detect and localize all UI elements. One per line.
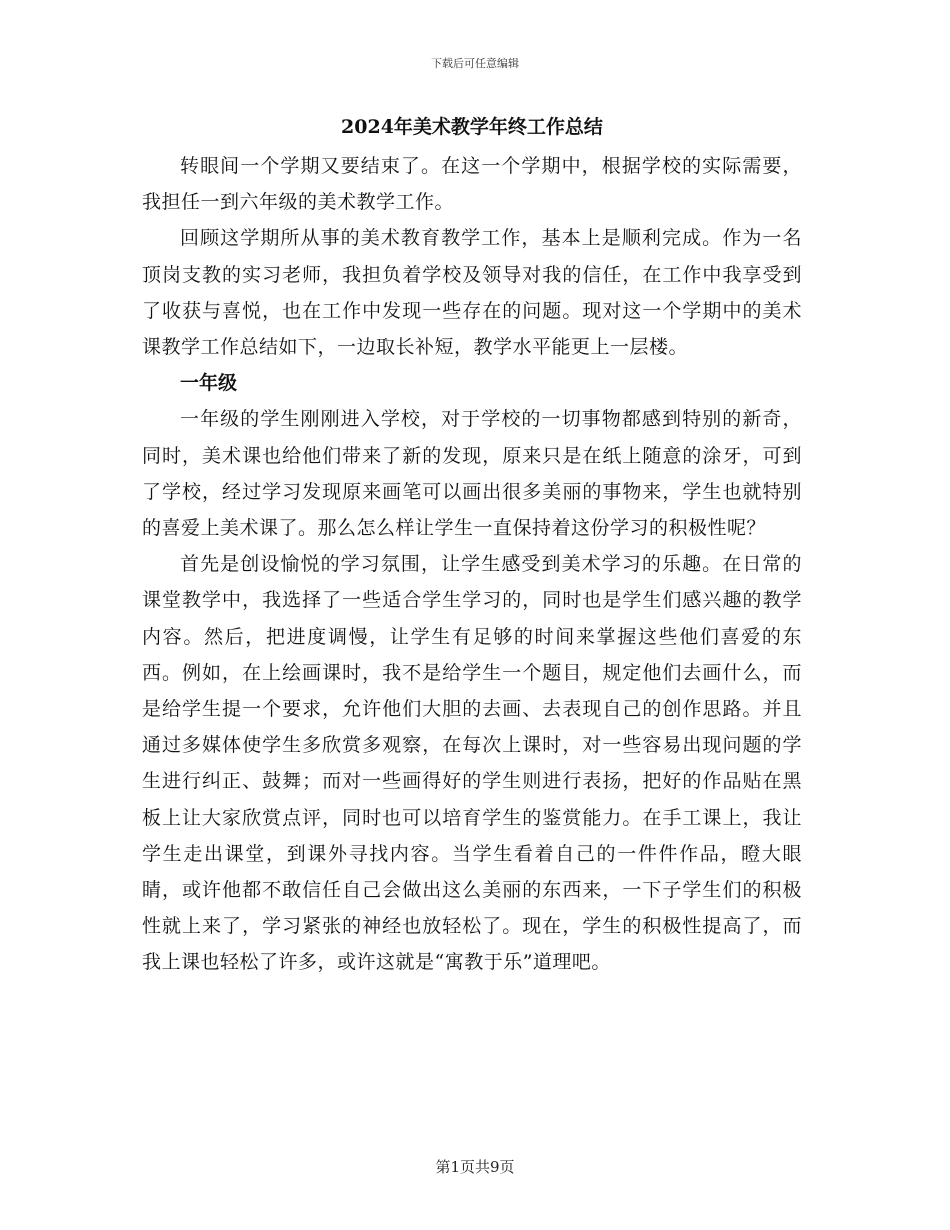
document-title: 2024年美术教学年终工作总结 bbox=[341, 116, 603, 138]
review-paragraph: 回顾这学期所从事的美术教育教学工作，基本上是顺利完成。作为一名顶岗支教的实习老师，我担负着学校及领导对我的信任，在工作中我享受到了收获与喜悦，也在工作中发现一些存在的问题。现对这一个学期中的美术课教学工作总结如下，一边取长补短，教学水平能更上一层楼。 bbox=[142, 227, 802, 359]
grade-one-paragraph: 一年级的学生刚刚进入学校，对于学校的一切事物都感到特别的新奇，同时，美术课也给他们带来了新的发现，原来只是在纸上随意的涂牙，可到了学校，经过学习发现原来画笔可以画出很多美丽的事物来，学生也就特别的喜爱上美术课了。那么怎么样让学生一直保持着这份学习的积极性呢？ bbox=[142, 408, 802, 540]
document-body bbox=[142, 108, 802, 981]
teaching-method-paragraph: 首先是创设愉悦的学习氛围，让学生感受到美术学习的乐趣。在日常的课堂教学中，我选择了一些适合学生学习的，同时也是学生们感兴趣的教学内容。然后，把进度调慢，让学生有足够的时间来掌握这些他们喜爱的东西。例如，在上绘画课时，我不是给学生一个题目，规定他们去画什么，而是给学生提一个要求，允许他们大胆的去画、去表现自己的创作思路。并且通过多媒体使学生多欣赏多观察，在每次上课时，对一些容易出现问题的学生进行纠正、鼓舞；而对一些画得好的学生则进行表扬，把好的作品贴在黑板上让大家欣赏点评，同时也可以培育学生的鉴赏能力。在手工课上，我让学生走出课堂，到课外寻找内容。当学生看着自己的一件件作品，瞪大眼睛，或许他都不敢信任自己会做出这么美丽的东西来，一下子学生们的积极性就上来了，学习紧张的神经也放轻松了。现在，学生的积极性提高了，而我上课也轻松了许多，或许这就是“寓教于乐”道理吧。 bbox=[142, 553, 802, 974]
section-heading-grade-one: 一年级 bbox=[180, 372, 238, 395]
download-note: 下载后可任意编辑 bbox=[431, 57, 519, 70]
intro-paragraph: 转眼间一个学期又要结束了。在这一个学期中，根据学校的实际需要，我担任一到六年级的美术教学工作。 bbox=[142, 155, 802, 214]
page-number: 第1页共9页 bbox=[435, 1158, 515, 1176]
